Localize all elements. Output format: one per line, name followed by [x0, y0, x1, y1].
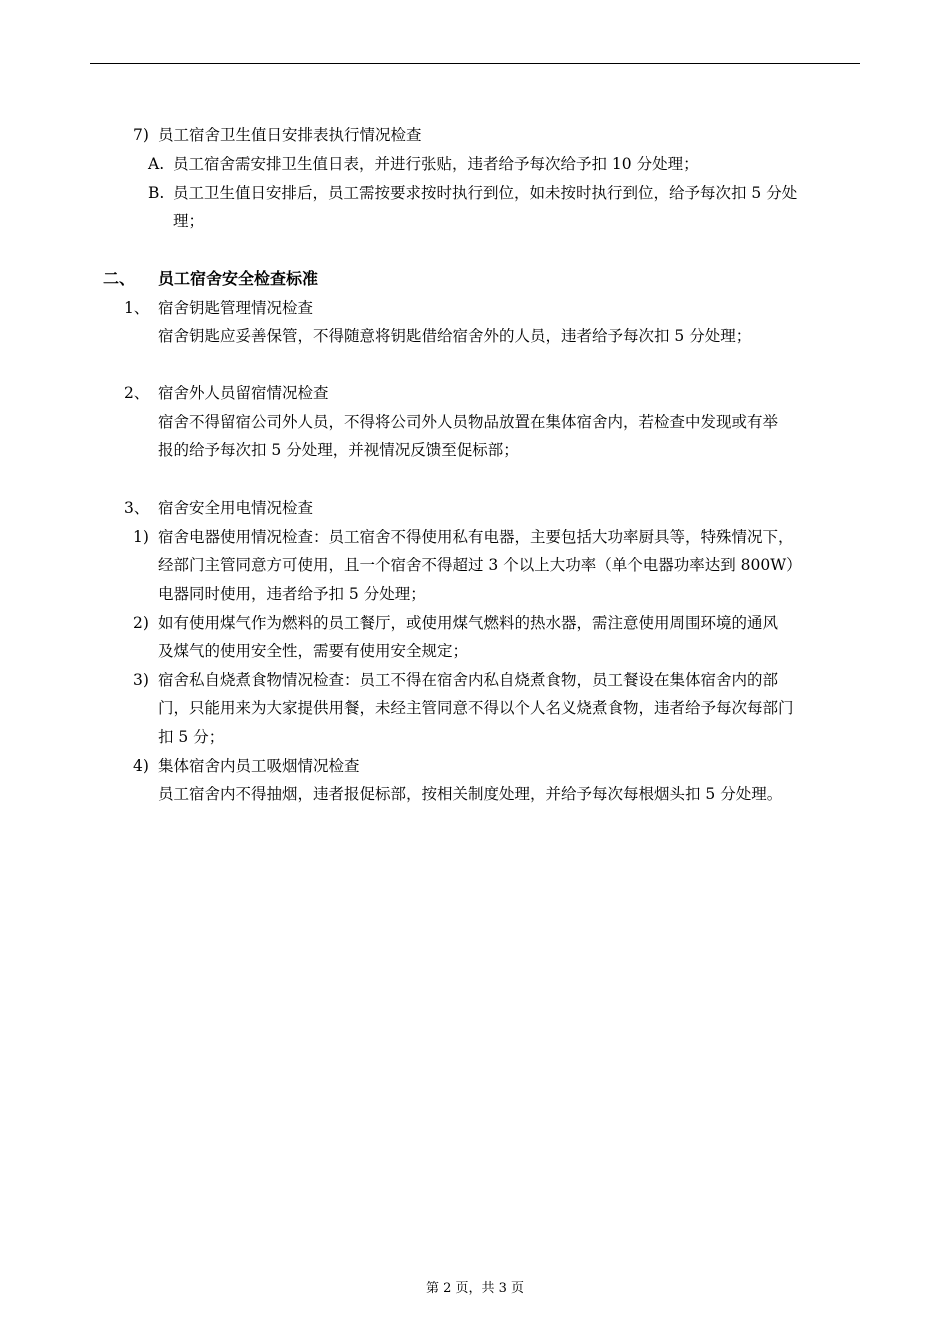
- p1-line1: 宿舍电器使用情况检查：员工宿舍不得使用私有电器，主要包括大功率厨具等，特殊情况下，: [158, 528, 794, 546]
- p1-marker: 1): [133, 528, 149, 546]
- p2-marker: 2): [133, 614, 149, 632]
- s1-title: 宿舍钥匙管理情况检查: [158, 299, 314, 317]
- p3-line1: 宿舍私自烧煮食物情况检查：员工不得在宿舍内私自烧煮食物，员工餐设在集体宿舍内的部: [158, 671, 779, 689]
- page-footer: 第 2 页，共 3 页: [425, 1281, 525, 1296]
- s2-line1: 宿舍不得留宿公司外人员，不得将公司外人员物品放置在集体宿舍内，若检查中发现或有举: [158, 413, 779, 431]
- item7-marker: 7): [133, 126, 149, 144]
- s3-marker: 3、: [124, 499, 150, 517]
- s3-title: 宿舍安全用电情况检查: [158, 499, 314, 517]
- s1-marker: 1、: [124, 299, 150, 317]
- p1-line3: 电器同时使用，违者给予扣 5 分处理；: [158, 585, 426, 603]
- item7a-marker: A.: [148, 155, 165, 173]
- s2-line2: 报的给予每次扣 5 分处理，并视情况反馈至促标部；: [158, 441, 519, 459]
- p2-line2: 及煤气的使用安全性，需要有使用安全规定；: [158, 642, 469, 660]
- section2-title: 员工宿舍安全检查标准: [158, 269, 319, 288]
- item7a-text: 员工宿舍需安排卫生值日表，并进行张贴，违者给予每次给予扣 10 分处理；: [173, 155, 699, 173]
- item7b-marker: B.: [148, 184, 165, 202]
- p4-text: 员工宿舍内不得抽烟，违者报促标部，按相关制度处理，并给予每次每根烟头扣 5 分处理。: [158, 785, 783, 803]
- p3-line2: 门，只能用来为大家提供用餐，未经主管同意不得以个人名义烧煮食物，违者给予每次每部门: [158, 699, 794, 717]
- s2-marker: 2、: [124, 384, 150, 402]
- p3-marker: 3): [133, 671, 149, 689]
- item7b-line1: 员工卫生值日安排后，员工需按要求按时执行到位，如未按时执行到位，给予每次扣 5 分处: [173, 184, 798, 202]
- section2-marker: 二、: [103, 269, 136, 288]
- item7b-line2: 理；: [173, 212, 205, 230]
- s1-text: 宿舍钥匙应妥善保管，不得随意将钥匙借给宿舍外的人员，违者给予每次扣 5 分处理；: [158, 327, 752, 345]
- header-rule: [90, 63, 860, 64]
- s2-title: 宿舍外人员留宿情况检查: [158, 384, 329, 402]
- item7-title: 员工宿舍卫生值日安排表执行情况检查: [158, 126, 422, 144]
- p1-line2: 经部门主管同意方可使用，且一个宿舍不得超过 3 个以上大功率（单个电器功率达到 800W）: [158, 556, 802, 574]
- p2-line1: 如有使用煤气作为燃料的员工餐厅，或使用煤气燃料的热水器，需注意使用周围环境的通风: [158, 614, 779, 632]
- p3-line3: 扣 5 分；: [158, 728, 225, 746]
- p4-marker: 4): [133, 757, 149, 775]
- p4-title: 集体宿舍内员工吸烟情况检查: [158, 757, 360, 775]
